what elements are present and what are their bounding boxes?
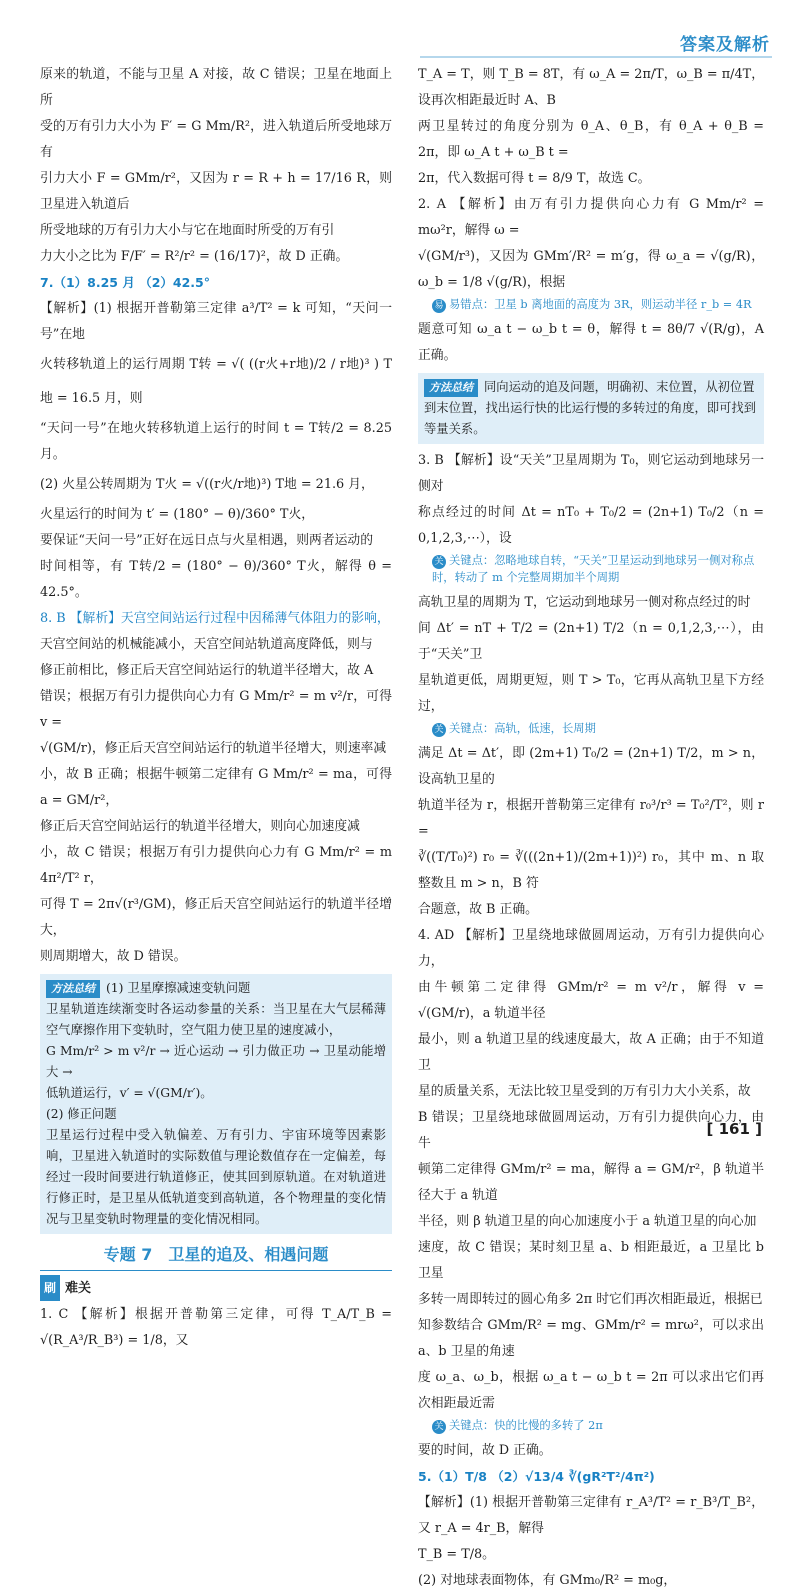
text-line: 两卫星转过的角度分别为 θ_A、θ_B，有 θ_A + θ_B = 2π，即 ω_A t + ω_B t = (418, 119, 764, 160)
text-line: 力大小之比为 F/F′ = R²/r² = (16/17)²，故 D 正确。 (40, 249, 349, 264)
text-line: ∛((T/T₀)²) r₀ = ∛(((2n+1)/(2m+1))²) r₀，其中 m、n 取整数且 m > n，B 符 (418, 850, 764, 891)
method-text: (2) 修正问题 (46, 1107, 117, 1121)
text-line: B 错误；卫星绕地球做圆周运动，万有引力提供向心力，由牛 (418, 1110, 764, 1151)
text-line: 最小，则 a 轨道卫星的线速度最大，故 A 正确；由于不知道卫 (418, 1032, 764, 1073)
text-line: 题意可知 ω_a t − ω_b t = θ，解得 t = 8θ/7 √(R/g)，A 正确。 (418, 322, 764, 363)
note-icon: 易 (432, 299, 446, 313)
text-line: 修正后天宫空间站运行的轨道半径增大，则向心加速度减 (40, 819, 360, 834)
text-line: “天问一号”在地火转移轨道上运行的时间 t = T转/2 = 8.25 月。 (40, 421, 392, 462)
text-line: 顿第二定律得 GMm/r² = ma，解得 a = GM/r²，β 轨道半径大于 a 轨道 (418, 1162, 764, 1203)
text-line: 小，故 C 错误；根据万有引力提供向心力有 G Mm/r² = m 4π²/T² r， (40, 845, 392, 886)
text-line: √(GM/r)，修正后天宫空间站运行的轨道半径增大，则速率减 (40, 741, 387, 756)
key-point-note: 关 关键点：高轨，低速，长周期 (432, 720, 764, 737)
text-line: 度 ω_a、ω_b，根据 ω_a t − ω_b t = 2π 可以求出它们再次相距最近需 (418, 1370, 764, 1411)
text-line: (2) 对地球表面物体，有 GMm₀/R² = m₀g， (418, 1573, 677, 1588)
text-line: 所受地球的万有引力大小与它在地面时所受的万有引 (40, 223, 335, 238)
method-summary-label: 方法总结 (46, 980, 100, 998)
key-point-note: 关 关键点：忽略地球自转，“天关”卫星运动到地球另一侧对称点时，转动了 m 个完整周期加半个周期 (432, 554, 755, 584)
text-line: 2π，代入数据可得 t = 8/9 T，故选 C。 (418, 171, 651, 186)
text-line: 由牛顿第二定律得 GMm/r² = m v²/r，解得 v = √(GM/r)，a 轨道半径 (418, 980, 764, 1021)
text-line: 小，故 B 正确；根据牛顿第二定律有 G Mm/r² = ma，可得 a = GM/r²， (40, 767, 392, 808)
header-divider (420, 56, 772, 58)
difficulty-label: 难关 (65, 1281, 92, 1296)
page-header (0, 0, 800, 58)
text-line: 轨道半径为 r，根据开普勒第三定律有 r₀³/r³ = T₀²/T²，则 r = (418, 798, 764, 839)
text-line: √(GM/r³)，又因为 GMm′/R² = m′g，得 ω_a = √(g/R)，ω_b = 1/8 √(g/R)，根据 (418, 249, 764, 290)
text-line: 【解析】(1) 根据开普勒第三定律 a³/T² = k 可知，“天问一号”在地 (40, 301, 392, 342)
note-icon: 关 (432, 723, 446, 737)
text-line: 引力大小 F = GMm/r²，又因为 r = R + h = 17/16 R，则卫星进入轨道后 (40, 171, 392, 212)
method-text: 卫星运行过程中受入轨偏差、万有引力、宇宙环境等因素影响，卫星进入轨道时的实际数值与理论数值存在一定偏差，每经过一段时间要进行轨道修正，使其回到原轨道。在对轨道进行修正时，是卫星从低轨道变到高轨道，各个物理量的变化情况与卫星变轨时物理量的变化情况相同。 (46, 1128, 386, 1226)
error-prone-note: 易 易错点：卫星 b 离地面的高度为 3R，则运动半径 r_b = 4R (432, 296, 764, 313)
difficulty-row (40, 1275, 392, 1302)
method-text: 低轨道运行，v′ = √(GM/r′)。 (46, 1086, 213, 1100)
method-text: G Mm/r² > m v²/r → 近心运动 → 引力做正功 → 卫星动能增大 → (46, 1044, 386, 1079)
text-line: 半径，则 β 轨道卫星的向心加速度小于 a 轨道卫星的向心加 (418, 1214, 757, 1229)
text-line: 可得 T = 2π√(r³/GM)，修正后天宫空间站运行的轨道半径增大， (40, 897, 392, 938)
text-line: T_B = T/8。 (418, 1547, 495, 1562)
topic-heading: 专题 7 卫星的追及、相遇问题 (40, 1242, 392, 1271)
question-5-answer: 5.（1）T/8 （2）√13/4 ∛(gR²T²/4π²) (418, 1469, 655, 1484)
text-line: 知参数结合 GMm/R² = mg、GMm/r² = mrω²，可以求出 a、b 卫星的角速 (418, 1318, 764, 1359)
text-line: 天宫空间站的机械能减小，天宫空间站轨道高度降低，则与 (40, 637, 373, 652)
right-column (418, 62, 764, 1594)
text-line: 则周期增大，故 D 错误。 (40, 949, 187, 964)
text-line: 错误；根据万有引力提供向心力有 G Mm/r² = m v²/r，可得 v = (40, 689, 392, 730)
text-line: (2) 火星公转周期为 T火 = √((r火/r地)³) T地 = 21.6 月， (40, 477, 374, 492)
text-line: 高轨卫星的周期为 T，它运动到地球另一侧对称点经过的时 (418, 595, 751, 610)
text-line: 间 Δt′ = nT + T/2 = (2n+1) T/2（n = 0,1,2,3,⋯），由于“天关”卫 (418, 621, 764, 662)
text-line: 要保证“天问一号”正好在远日点与火星相遇，则两者运动的 (40, 533, 374, 548)
text-line: 火转移轨道上的运行周期 T转 = √( ((r火+r地)/2 / r地)³ ) T地 = 16.5 月，则 (40, 357, 392, 406)
note-icon: 关 (432, 555, 446, 569)
text-line: 要的时间，故 D 正确。 (418, 1443, 552, 1458)
method-summary-title: (1) 卫星摩擦减速变轨问题 (106, 981, 251, 995)
text-line: 星轨道更低，周期更短，则 T > T₀，它再从高轨卫星下方经过， (418, 673, 764, 714)
text-line: 速度，故 C 错误；某时刻卫星 a、b 相距最近，a 卫星比 b 卫星 (418, 1240, 764, 1281)
method-text: 卫星轨道连续渐变时各运动参量的关系：当卫星在大气层稀薄空气摩擦作用下变轨时，空气阻力使卫星的速度减小， (46, 1002, 386, 1037)
text-line: 【解析】(1) 根据开普勒第三定律有 r_A³/T² = r_B³/T_B²，又 r_A = 4r_B，解得 (418, 1495, 764, 1536)
question-8-text: 8. B 【解析】天宫空间站运行过程中因稀薄气体阻力的影响， (40, 611, 390, 626)
question-4-text: 4. AD 【解析】卫星绕地球做圆周运动，万有引力提供向心力， (418, 928, 764, 969)
question-3-text: 3. B 【解析】设“天关”卫星周期为 T₀，则它运动到地球另一侧对 (418, 453, 764, 494)
method-summary-box (418, 373, 764, 444)
text-line: 时间相等，有 T转/2 = (180° − θ)/360° T火，解得 θ = 42.5°。 (40, 559, 392, 600)
page-number: [ 161 ] (706, 1120, 762, 1138)
method-text: 同向运动的追及问题，明确初、末位置，从初位置到末位置，找出运行快的比运行慢的多转过的角度，即可找到等量关系。 (424, 380, 757, 436)
text-line: 受的万有引力大小为 F′ = G Mm/R²，进入轨道后所受地球万有 (40, 119, 392, 160)
question-7-answer: 7.（1）8.25 月 （2）42.5° (40, 275, 210, 290)
method-summary-box (40, 974, 392, 1234)
question-2-text: 2. A 【解析】由万有引力提供向心力有 G Mm/r² = mω²r，解得 ω = (418, 197, 764, 238)
text-line: T_A = T，则 T_B = 8T，有 ω_A = 2π/T，ω_B = π/4T，设再次相距最近时 A、B (418, 67, 764, 108)
text-line: 原来的轨道，不能与卫星 A 对接，故 C 错误；卫星在地面上所 (40, 67, 392, 108)
section-title: 答案及解析 (680, 35, 770, 55)
text-line: 修正前相比，修正后天宫空间站运行的轨道半径增大，故 A (40, 663, 374, 678)
difficulty-badge: 刷 (40, 1275, 60, 1301)
note-icon: 关 (432, 1420, 446, 1434)
text-line: 星的质量关系，无法比较卫星受到的万有引力大小关系，故 (418, 1084, 751, 1099)
text-line: 合题意，故 B 正确。 (418, 902, 538, 917)
method-summary-label: 方法总结 (424, 379, 478, 397)
key-point-note: 关 关键点：快的比慢的多转了 2π (432, 1417, 764, 1434)
text-line: 多转一周即转过的圆心角多 2π 时它们再次相距最近，根据已 (418, 1292, 763, 1307)
question-1-text: 1. C 【解析】根据开普勒第三定律，可得 T_A/T_B = √(R_A³/R_B³) = 1/8，又 (40, 1307, 392, 1348)
text-line: 称点经过的时间 Δt = nT₀ + T₀/2 = (2n+1) T₀/2（n = 0,1,2,3,⋯），设 (418, 505, 764, 546)
text-line: 满足 Δt = Δt′，即 (2m+1) T₀/2 = (2n+1) T/2，m > n，设高轨卫星的 (418, 746, 764, 787)
text-line: 火星运行的时间为 t′ = (180° − θ)/360° T火， (40, 507, 315, 522)
left-column (40, 62, 392, 1354)
